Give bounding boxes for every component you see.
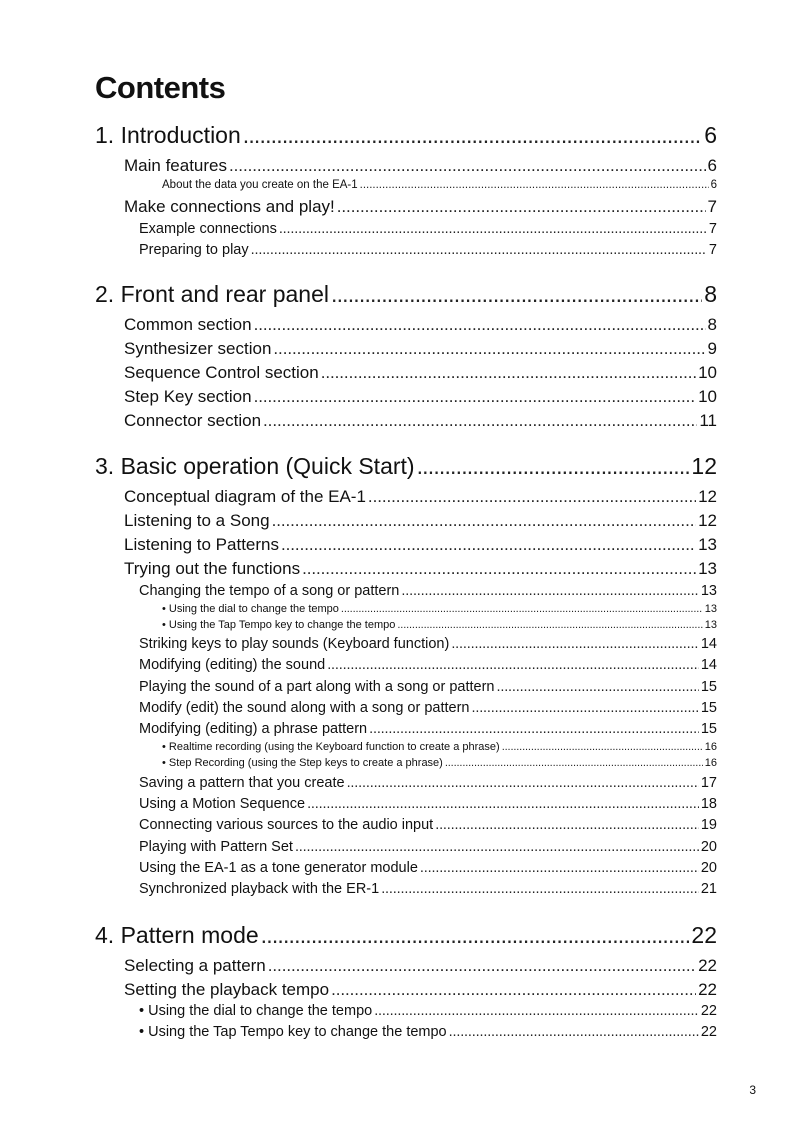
toc-label: Modifying (editing) a phrase pattern xyxy=(139,721,368,737)
dot-leader xyxy=(445,757,703,769)
toc-label: Sequence Control section xyxy=(124,363,319,382)
toc-label: Selecting a pattern xyxy=(124,956,266,975)
dot-leader xyxy=(254,315,706,335)
toc-label: 4. Pattern mode xyxy=(95,922,259,948)
dot-leader xyxy=(331,281,702,308)
toc-section[interactable] xyxy=(124,363,717,383)
toc-page: 20 xyxy=(700,860,717,876)
toc-label: Common section xyxy=(124,315,252,334)
toc-page: 11 xyxy=(699,411,717,430)
dot-leader xyxy=(295,839,699,855)
toc-label: Playing the sound of a part along with a song or pattern xyxy=(139,679,495,695)
toc-label: • Using the dial to change the tempo xyxy=(162,603,339,615)
toc-label: Saving a pattern that you create xyxy=(139,775,345,791)
dot-leader xyxy=(279,221,707,237)
toc-subsection[interactable] xyxy=(139,679,717,695)
dot-leader xyxy=(369,721,699,737)
dot-leader xyxy=(261,922,690,949)
toc-section[interactable] xyxy=(124,559,717,579)
toc-label: Connector section xyxy=(124,411,262,430)
dot-leader xyxy=(401,583,698,599)
toc-page: 12 xyxy=(698,487,717,506)
dot-leader xyxy=(471,700,698,716)
toc-section[interactable] xyxy=(124,511,717,531)
dot-leader xyxy=(451,636,699,652)
toc-page: 20 xyxy=(700,839,717,855)
toc-label: Using the EA-1 as a tone generator module xyxy=(139,860,418,876)
toc-label: • Realtime recording (using the Keyboard function to create a phrase) xyxy=(162,741,500,753)
toc-label: 2. Front and rear panel xyxy=(95,281,329,307)
dot-leader xyxy=(251,242,707,258)
toc-subsection[interactable] xyxy=(139,860,717,876)
toc-label: Conceptual diagram of the EA-1 xyxy=(124,487,366,506)
toc-page: 14 xyxy=(700,636,717,652)
toc-page: 7 xyxy=(708,242,717,258)
dot-leader xyxy=(263,411,697,431)
toc-page: 7 xyxy=(707,197,717,216)
dot-leader xyxy=(381,881,699,897)
dot-leader xyxy=(331,980,696,1000)
toc-label: • Step Recording (using the Step keys to create a phrase) xyxy=(162,757,443,769)
dot-leader xyxy=(417,453,690,480)
toc-subsection[interactable] xyxy=(139,657,717,673)
toc-section[interactable] xyxy=(124,956,717,976)
toc-subsection[interactable] xyxy=(139,881,717,897)
toc-subtopic[interactable] xyxy=(162,603,717,615)
toc-label: Setting the playback tempo xyxy=(124,980,330,999)
toc-label: 3. Basic operation (Quick Start) xyxy=(95,453,415,479)
toc-page: 15 xyxy=(700,679,717,695)
toc-label: Using a Motion Sequence xyxy=(139,796,306,812)
toc-section[interactable] xyxy=(124,980,717,1000)
toc-label: Step Key section xyxy=(124,387,252,406)
dot-leader xyxy=(337,197,706,217)
dot-leader xyxy=(502,741,703,753)
toc-section[interactable] xyxy=(124,339,717,359)
toc-page: 8 xyxy=(704,281,717,307)
toc-page: 13 xyxy=(700,583,717,599)
toc-label: Main features xyxy=(124,156,227,175)
dot-leader xyxy=(321,363,696,383)
toc-subtopic[interactable] xyxy=(162,741,717,753)
dot-leader xyxy=(302,559,696,579)
toc-page: 6 xyxy=(704,122,717,148)
toc-page: 16 xyxy=(704,741,717,753)
toc-section[interactable] xyxy=(124,156,717,176)
toc-label: Example connections xyxy=(139,221,277,237)
toc-chapter-1[interactable] xyxy=(95,122,717,149)
dot-leader xyxy=(368,487,696,507)
toc-label: Modify (edit) the sound along with a song or pattern xyxy=(139,700,470,716)
toc-page: 14 xyxy=(700,657,717,673)
dot-leader xyxy=(307,796,699,812)
toc-label: • Using the dial to change the tempo xyxy=(139,1003,373,1019)
toc-label: Trying out the functions xyxy=(124,559,301,578)
dot-leader xyxy=(273,339,705,359)
toc-label: About the data you create on the EA-1 xyxy=(162,179,358,191)
toc-label: Listening to a Song xyxy=(124,511,270,530)
toc-page: 13 xyxy=(698,559,717,578)
toc-page: 6 xyxy=(707,156,717,175)
toc-page: 17 xyxy=(700,775,717,791)
dot-leader xyxy=(374,1003,699,1019)
toc-page: 19 xyxy=(700,817,717,833)
dot-leader xyxy=(268,956,696,976)
dot-leader xyxy=(341,603,703,615)
toc-section[interactable] xyxy=(124,487,717,507)
toc-page: 10 xyxy=(698,387,717,406)
toc-section[interactable] xyxy=(124,411,717,431)
toc-subtopic[interactable] xyxy=(162,757,717,769)
toc-page: 12 xyxy=(691,453,717,479)
toc-subsection[interactable] xyxy=(139,839,717,855)
toc-subsection[interactable] xyxy=(139,796,717,812)
toc-page: 22 xyxy=(700,1003,717,1019)
toc-page: 15 xyxy=(700,700,717,716)
toc-subsection[interactable] xyxy=(139,817,717,833)
dot-leader xyxy=(496,679,698,695)
toc-label: Listening to Patterns xyxy=(124,535,279,554)
dot-leader xyxy=(243,122,702,149)
toc-subsection[interactable] xyxy=(139,221,717,237)
toc-chapter-3[interactable] xyxy=(95,453,717,480)
toc-page: 22 xyxy=(691,922,717,948)
toc-label: Preparing to play xyxy=(139,242,249,258)
toc-page: 13 xyxy=(704,603,717,615)
dot-leader xyxy=(449,1024,699,1040)
toc-section[interactable] xyxy=(124,535,717,555)
toc-subsection[interactable] xyxy=(139,775,717,791)
toc-subsection[interactable] xyxy=(139,583,717,599)
toc-page: 22 xyxy=(700,1024,717,1040)
toc-chapter-2[interactable] xyxy=(95,281,717,308)
toc-label: Changing the tempo of a song or pattern xyxy=(139,583,400,599)
toc-label: • Using the Tap Tempo key to change the tempo xyxy=(162,619,396,631)
toc-subsection[interactable] xyxy=(139,721,717,737)
toc-label: Modifying (editing) the sound xyxy=(139,657,326,673)
toc-page: 13 xyxy=(704,619,717,631)
dot-leader xyxy=(397,619,702,631)
dot-leader xyxy=(327,657,699,673)
toc-label: • Using the Tap Tempo key to change the tempo xyxy=(139,1024,447,1040)
toc-page: 16 xyxy=(704,757,717,769)
dot-leader xyxy=(347,775,699,791)
toc-chapter-4[interactable] xyxy=(95,922,717,949)
toc-page: 8 xyxy=(707,315,717,334)
toc-subsection[interactable] xyxy=(139,242,717,258)
toc-page: 22 xyxy=(698,956,717,975)
toc-subsection[interactable] xyxy=(139,1003,717,1019)
toc-page: 13 xyxy=(698,535,717,554)
toc-section[interactable] xyxy=(124,387,717,407)
toc-page: 9 xyxy=(707,339,717,358)
toc-label: 1. Introduction xyxy=(95,122,241,148)
toc-page: 22 xyxy=(698,980,717,999)
toc-label: Synchronized playback with the ER-1 xyxy=(139,881,380,897)
dot-leader xyxy=(420,860,699,876)
dot-leader xyxy=(229,156,706,176)
toc-section[interactable] xyxy=(124,315,717,335)
dot-leader xyxy=(272,511,697,531)
toc-subsection[interactable] xyxy=(139,700,717,716)
toc-page: 15 xyxy=(700,721,717,737)
dot-leader xyxy=(435,817,699,833)
toc-page: 18 xyxy=(700,796,717,812)
toc-subsection[interactable] xyxy=(139,1024,717,1040)
toc-subtopic[interactable] xyxy=(162,179,717,191)
toc-page: 7 xyxy=(708,221,717,237)
dot-leader xyxy=(281,535,696,555)
toc-subsection[interactable] xyxy=(139,636,717,652)
toc-section[interactable] xyxy=(124,197,717,217)
dot-leader xyxy=(360,179,709,191)
toc-label: Make connections and play! xyxy=(124,197,335,216)
toc-page: 10 xyxy=(698,363,717,382)
toc-page: 21 xyxy=(700,881,717,897)
toc-page: 6 xyxy=(710,179,717,191)
toc-label: Playing with Pattern Set xyxy=(139,839,293,855)
dot-leader xyxy=(254,387,697,407)
toc-page: 12 xyxy=(698,511,717,530)
toc-label: Striking keys to play sounds (Keyboard function) xyxy=(139,636,450,652)
toc-subtopic[interactable] xyxy=(162,619,717,631)
toc-label: Synthesizer section xyxy=(124,339,272,358)
page-number: 3 xyxy=(749,1083,756,1097)
page-title: Contents xyxy=(95,70,226,105)
toc-label: Connecting various sources to the audio input xyxy=(139,817,434,833)
